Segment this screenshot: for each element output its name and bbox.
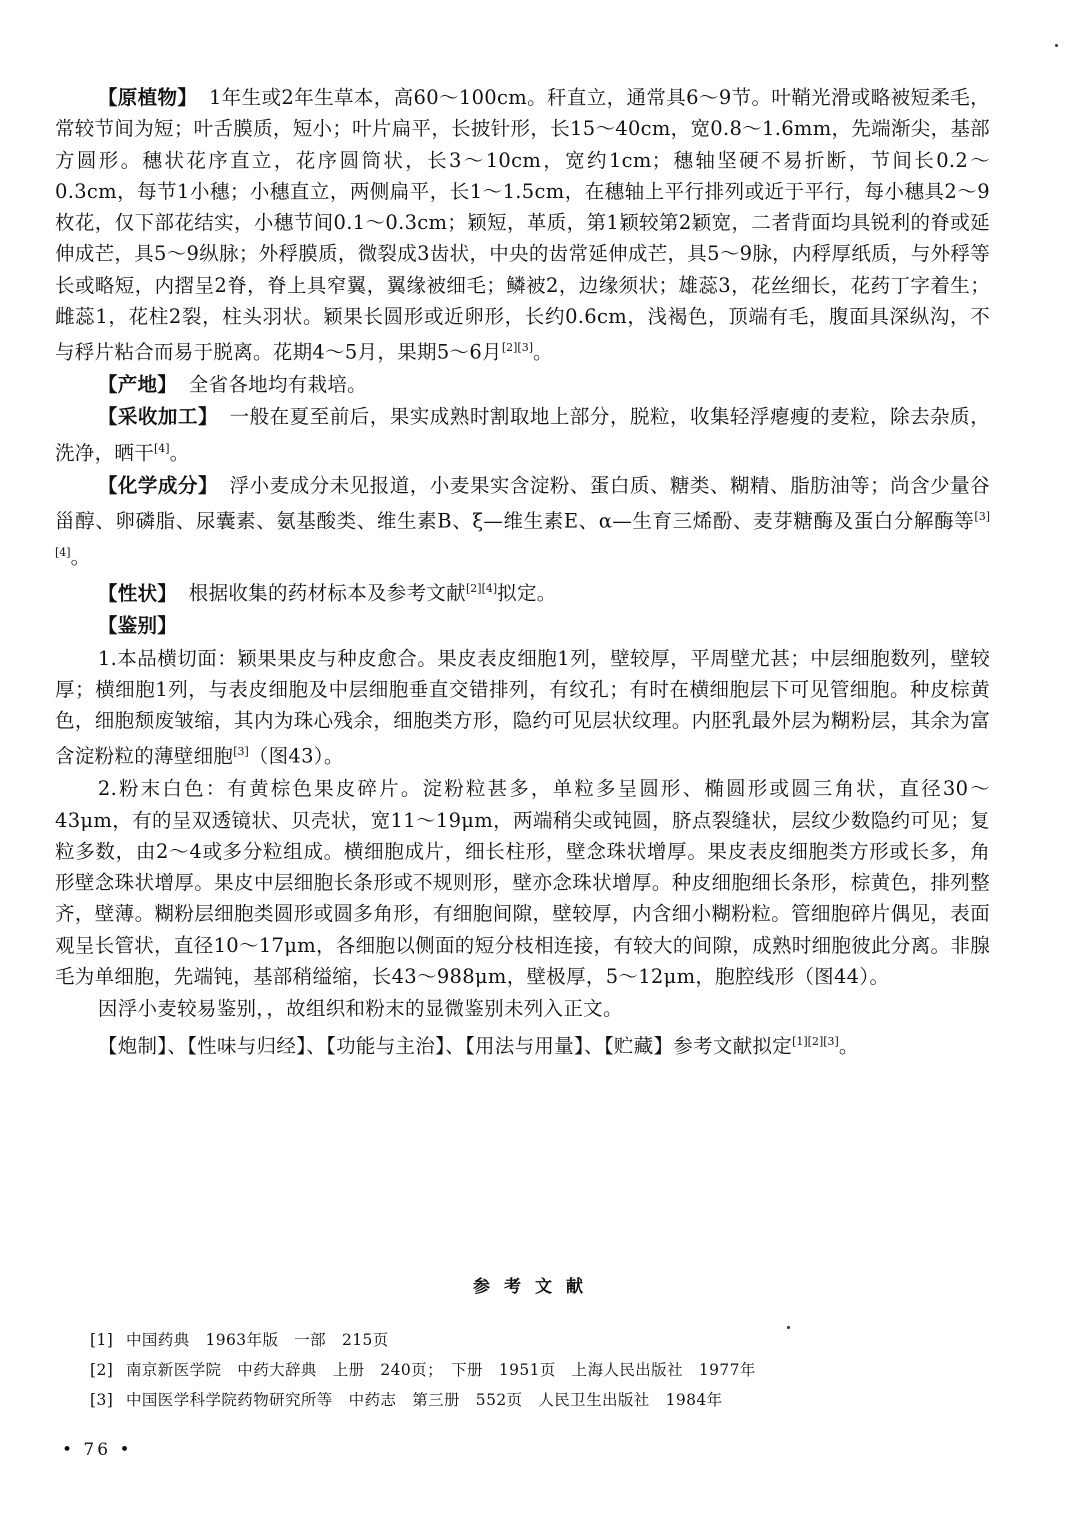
para-habitat: [55, 369, 990, 400]
para-text: 浮小麦成分未见报道，小麦果实含淀粉、蛋白质、糖类、糊精、脂肪油等；尚含少量谷甾醇、卵磷脂、尿囊素、氨基酸类、维生素B、ξ—维生素E、α—生育三烯酚、麦芽糖酶及蛋白分解酶等: [55, 473, 990, 533]
para-others: [55, 1026, 990, 1062]
reference-text: 中国药典 1963年版 一部 215页: [126, 1331, 389, 1349]
scan-speck: [787, 1326, 790, 1329]
para-text: 因浮小麦较易鉴别，，故组织和粉末的显微鉴别未列入正文。: [97, 997, 623, 1021]
references-list: [90, 1325, 990, 1415]
reference-number: [1]: [90, 1331, 114, 1349]
citation: [3]: [233, 745, 249, 759]
references-title: 参考文献: [473, 1277, 597, 1297]
para-tail: 。: [533, 340, 553, 364]
para-tail: 拟定。: [497, 581, 557, 605]
reference-item: [90, 1385, 990, 1415]
para-text: 根据收集的药材标本及参考文献: [188, 581, 466, 605]
para-text: 全省各地均有栽培。: [188, 373, 367, 397]
citation: [4]: [154, 441, 170, 455]
reference-number: [3]: [90, 1391, 114, 1409]
citation: [3][4]: [55, 509, 990, 559]
para-ident-1: [55, 643, 990, 773]
para-chemistry: [55, 470, 990, 573]
section-heading: 【鉴别】: [97, 614, 178, 638]
citation: [2][3]: [501, 341, 533, 355]
citation: [1][2][3]: [792, 1034, 839, 1048]
section-heading: 【原植物】: [97, 86, 198, 109]
section-heading: 【采收加工】: [97, 405, 218, 429]
reference-number: [2]: [90, 1361, 114, 1379]
reference-text: 南京新医学院 中药大辞典 上册 240页； 下册 1951页 上海人民出版社 1977年: [126, 1361, 756, 1379]
para-text: 1年生或2年生草本，高60～100cm。秆直立，通常具6～9节。叶鞘光滑或略被短柔毛，常较节间为短；叶舌膜质，短小；叶片扁平，长披针形，长15～40cm，宽0.8～1.6mm，先端渐尖，基部方圆形。穗状花序直立，花序圆筒状，长3～10cm，宽约1cm；穗轴坚硬不易折断，节间长0.2～0.3cm，每节1小穗；小穗直立，两侧扁平，长1～1.5cm，在穗轴上平行排列或近于平行，每小穗具2～9枚花，仅下部花结实，小穗节间0.1～0.3cm；颖短，革质，第1颖较第2颖宽，二者背面均具锐利的脊或延伸成芒，具5～9纵脉；外稃膜质，微裂成3齿状，中央的齿常延伸成芒，具5～9脉，内稃厚纸质，与外稃等长或略短，内摺呈2脊，脊上具窄翼，翼缘被细毛；鳞被2，边缘须状；雄蕊3，花丝细长，花药丁字着生；雌蕊1，花柱2裂，柱头羽状。颖果长圆形或近卵形，长约0.6cm，浅褐色，顶端有毛，腹面具深纵沟，不与稃片粘合而易于脱离。花期4～5月，果期5～6月: [55, 86, 990, 364]
para-text: 2.粉末白色：有黄棕色果皮碎片。淀粉粒甚多，单粒多呈圆形、椭圆形或圆三角状，直径30～43μm，有的呈双透镜状、贝壳状，宽11～19μm，两端稍尖或钝圆，脐点裂缝状，层纹少数隐约可见；复粒多数，由2～4或多分粒组成。横细胞成片，细长柱形，壁念珠状增厚。果皮表皮细胞类方形或长多，角形壁念珠状增厚。果皮中层细胞长条形或不规则形，壁亦念珠状增厚。种皮细胞细长条形，棕黄色，排列整齐，壁薄。糊粉层细胞类圆形或圆多角形，有细胞间隙，壁较厚，内含细小糊粉粒。管细胞碎片偶见，表面观呈长管状，直径10～17μm，各细胞以侧面的短分枝相连接，有较大的间隙，成熟时细胞彼此分离。非腺毛为单细胞，先端钝，基部稍缢缩，长43～988μm，壁极厚，5～12μm，胞腔线形（图44）。: [55, 777, 990, 989]
para-origin: [55, 82, 990, 368]
reference-text: 中国医学科学院药物研究所等 中药志 第三册 552页 人民卫生出版社 1984年: [126, 1391, 723, 1409]
section-heading: 【化学成分】: [97, 473, 218, 497]
para-tail: 。: [838, 1034, 859, 1058]
para-processing: [55, 401, 990, 468]
reference-item: [90, 1325, 990, 1355]
para-note: [55, 993, 990, 1024]
para-text: 【炮制】、【性味与归经】、【功能与主治】、【用法与用量】、【贮藏】参考文献拟定: [97, 1034, 793, 1058]
reference-item: [90, 1355, 990, 1385]
citation: [2][4]: [465, 582, 498, 596]
section-heading: 【性状】: [97, 581, 178, 605]
para-tail: （图43）。: [248, 744, 344, 768]
para-tail: 。: [169, 441, 190, 465]
page-number: • 76 •: [62, 1440, 133, 1460]
para-character: [55, 573, 990, 609]
para-identification: [55, 610, 990, 641]
para-text: 一般在夏至前后，果实成熟时割取地上部分，脱粒，收集轻浮瘪瘦的麦粒，除去杂质，洗净，晒干: [55, 405, 990, 465]
para-tail: 。: [70, 545, 91, 569]
section-heading: 【产地】: [97, 373, 178, 397]
main-text: [55, 82, 990, 1062]
scan-speck: [1055, 44, 1058, 47]
para-ident-2: [55, 773, 990, 992]
para-text: 1.本品横切面：颖果果皮与种皮愈合。果皮表皮细胞1列，壁较厚，平周壁尤甚；中层细胞数列，壁较厚；横细胞1列，与表皮细胞及中层细胞垂直交错排列，有纹孔；有时在横细胞层下可见管细胞。种皮棕黄色，细胞颓废皱缩，其内为珠心残余，细胞类方形，隐约可见层状纹理。内胚乳最外层为糊粉层，其余为富含淀粉粒的薄壁细胞: [55, 646, 990, 768]
